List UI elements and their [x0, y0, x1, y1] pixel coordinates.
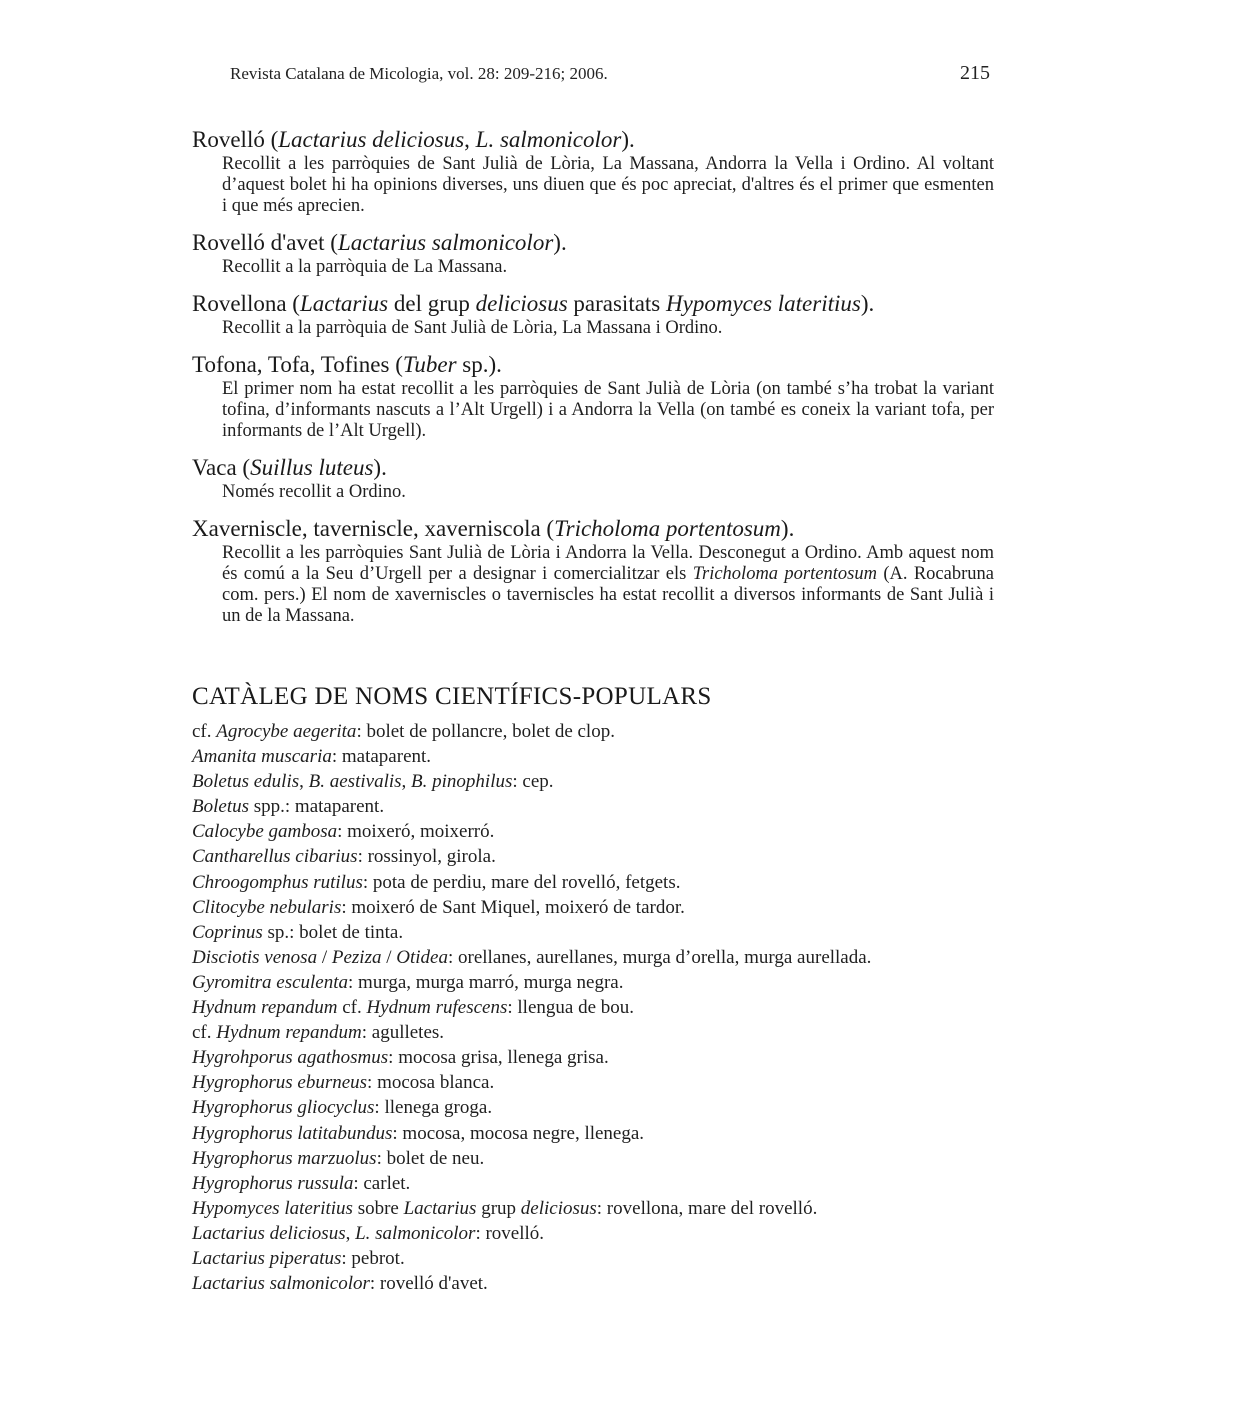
taxon-name: Hygrophorus russula — [192, 1172, 354, 1194]
catalog-item: cf. Hydnum repandum: agulletes. — [192, 1022, 445, 1044]
taxon-name: Otidea — [396, 946, 448, 968]
taxon-name: Hydnum repandum — [216, 1022, 362, 1044]
name-entry — [192, 351, 994, 442]
catalog-item: Hygrohporus agathosmus: mocosa grisa, llenega grisa. — [192, 1047, 609, 1069]
taxon-name: Hypomyces lateritius — [666, 291, 861, 316]
catalog-item: Cantharellus cibarius: rossinyol, girola. — [192, 846, 496, 868]
taxon-name: Calocybe gambosa — [192, 821, 338, 843]
entry-description: El primer nom ha estat recollit a les parròquies de Sant Julià de Lòria (on també s’ha trobat la variant tofina, d’informants nascuts a l’Alt Urgell) i a Andorra la Vella (on també es coneix la variant tofa, per informants de l’Alt Urgell). — [222, 379, 994, 441]
entry-description: Recollit a la parròquia de La Massana. — [222, 257, 508, 277]
catalog-item: Lactarius salmonicolor: rovelló d'avet. — [192, 1273, 488, 1295]
catalog-item: Coprinus sp.: bolet de tinta. — [192, 921, 404, 943]
taxon-name: L. salmonicolor — [355, 1222, 476, 1244]
entry-title: Tofona, Tofa, Tofines (Tuber sp.). — [192, 352, 502, 377]
taxon-name: Hygrohporus agathosmus — [192, 1047, 389, 1069]
entry-title: Rovelló (Lactarius deliciosus, L. salmonicolor). — [192, 127, 635, 152]
catalog-item: Hygrophorus marzuolus: bolet de neu. — [192, 1147, 485, 1169]
taxon-name: Tuber — [402, 352, 457, 377]
taxon-name: Lactarius piperatus — [192, 1247, 342, 1269]
entry-description: Només recollit a Ordino. — [222, 482, 406, 502]
entry-title: Vaca (Suillus luteus). — [192, 455, 387, 480]
taxon-name: Gyromitra esculenta — [192, 971, 349, 993]
catalog-item: Hygrophorus russula: carlet. — [192, 1172, 411, 1194]
catalog-list — [192, 719, 952, 1296]
taxon-name: B. pinophilus — [411, 771, 513, 793]
catalog-item: Lactarius piperatus: pebrot. — [192, 1247, 405, 1269]
taxon-name: Clitocybe nebularis — [192, 896, 342, 918]
catalog-item: cf. Agrocybe aegerita: bolet de pollancre, bolet de clop. — [192, 721, 615, 742]
taxon-name: Lactarius — [299, 291, 389, 316]
vernacular-names-list — [192, 126, 994, 639]
catalog-heading: CATÀLEG DE NOMS CIENTÍFICS-POPULARS — [192, 683, 712, 710]
entry-title: Rovelló d'avet (Lactarius salmonicolor). — [192, 230, 567, 255]
taxon-name: Amanita muscaria — [192, 746, 332, 768]
catalog-item: Hygrophorus latitabundus: mocosa, mocosa negre, llenega. — [192, 1122, 645, 1144]
taxon-name: deliciosus — [520, 1197, 597, 1219]
taxon-name: Tricholoma portentosum — [692, 564, 877, 584]
taxon-name: B. aestivalis — [308, 771, 402, 793]
catalog-item: Hygrophorus eburneus: mocosa blanca. — [192, 1072, 495, 1094]
entry-description: Recollit a les parròquies Sant Julià de Lòria i Andorra la Vella. Desconegut a Ordino. Amb aquest nom és comú a la Seu d’Urgell per a designar i comercialitzar els Tricholoma portentosum (A. Rocabruna com. pers.) El nom de xaverniscles o taverniscles ha estat recollit a diversos informants de Sant Julià i un de la Massana. — [222, 543, 994, 626]
catalog-item: Hydnum repandum cf. Hydnum rufescens: llengua de bou. — [192, 997, 635, 1019]
entry-description: Recollit a la parròquia de Sant Julià de Lòria, La Massana i Ordino. — [222, 318, 723, 338]
taxon-name: Chroogomphus rutilus — [192, 871, 363, 893]
taxon-name: deliciosus — [475, 291, 568, 316]
taxon-name: Cantharellus cibarius — [192, 846, 358, 868]
name-entry — [192, 290, 994, 339]
catalog-item: Hygrophorus gliocyclus: llenega groga. — [192, 1097, 493, 1119]
entry-title: Xaverniscle, taverniscle, xaverniscola (Tricholoma portentosum). — [192, 516, 795, 541]
taxon-name: Peziza — [331, 946, 382, 968]
journal-citation: Revista Catalana de Micologia, vol. 28: 209-216; 2006. — [230, 64, 608, 83]
taxon-name: Lactarius salmonicolor — [192, 1273, 370, 1295]
taxon-name: Disciotis venosa — [192, 946, 318, 968]
taxon-name: Hydnum rufescens — [366, 997, 508, 1019]
taxon-name: Lactarius deliciosus — [278, 127, 465, 152]
taxon-name: Boletus edulis — [192, 771, 300, 793]
name-entry — [192, 454, 994, 503]
taxon-name: Hygrophorus eburneus — [192, 1072, 368, 1094]
taxon-name: Suillus luteus — [250, 455, 374, 480]
taxon-name: Hygrophorus gliocyclus — [192, 1097, 375, 1119]
taxon-name: Tricholoma portentosum — [554, 516, 781, 541]
running-header — [230, 64, 990, 84]
entry-description: Recollit a les parròquies de Sant Julià de Lòria, La Massana, Andorra la Vella i Ordino. Al voltant d’aquest bolet hi ha opinions diverses, uns diuen que és poc apreciat, d'altres és el primer que esmenten i que més aprecien. — [222, 154, 994, 216]
taxon-name: Hygrophorus marzuolus — [192, 1147, 377, 1169]
catalog-item: Calocybe gambosa: moixeró, moixerró. — [192, 821, 495, 843]
taxon-name: Boletus — [192, 796, 249, 818]
catalog-item: Hypomyces lateritius sobre Lactarius grup deliciosus: rovellona, mare del rovelló. — [192, 1197, 818, 1219]
name-entry — [192, 126, 994, 217]
catalog-item: Disciotis venosa / Peziza / Otidea: orellanes, aurellanes, murga d’orella, murga aurellada. — [192, 946, 872, 968]
entry-title: Rovellona (Lactarius del grup deliciosus parasitats Hypomyces lateritius). — [192, 291, 875, 316]
catalog-item: Boletus edulis, B. aestivalis, B. pinophilus: cep. — [192, 771, 554, 793]
taxon-name: Lactarius — [403, 1197, 477, 1219]
catalog-item: Amanita muscaria: mataparent. — [192, 746, 432, 768]
name-entry — [192, 515, 994, 627]
taxon-name: Lactarius salmonicolor — [337, 230, 554, 255]
catalog-item: Gyromitra esculenta: murga, murga marró, murga negra. — [192, 971, 624, 993]
catalog-item: Chroogomphus rutilus: pota de perdiu, mare del rovelló, fetgets. — [192, 871, 681, 893]
taxon-name: Hygrophorus latitabundus — [192, 1122, 393, 1144]
catalog-item: Clitocybe nebularis: moixeró de Sant Miquel, moixeró de tardor. — [192, 896, 685, 918]
taxon-name: Lactarius deliciosus — [192, 1222, 346, 1244]
taxon-name: Coprinus — [192, 921, 263, 943]
taxon-name: Hypomyces lateritius — [192, 1197, 353, 1219]
taxon-name: Hydnum repandum — [192, 997, 338, 1019]
taxon-name: L. salmonicolor — [475, 127, 622, 152]
name-entry — [192, 229, 994, 278]
catalog-item: Boletus spp.: mataparent. — [192, 796, 385, 818]
page-number: 215 — [960, 62, 990, 84]
taxon-name: Agrocybe aegerita — [216, 721, 357, 742]
catalog-item: Lactarius deliciosus, L. salmonicolor: rovelló. — [192, 1222, 545, 1244]
